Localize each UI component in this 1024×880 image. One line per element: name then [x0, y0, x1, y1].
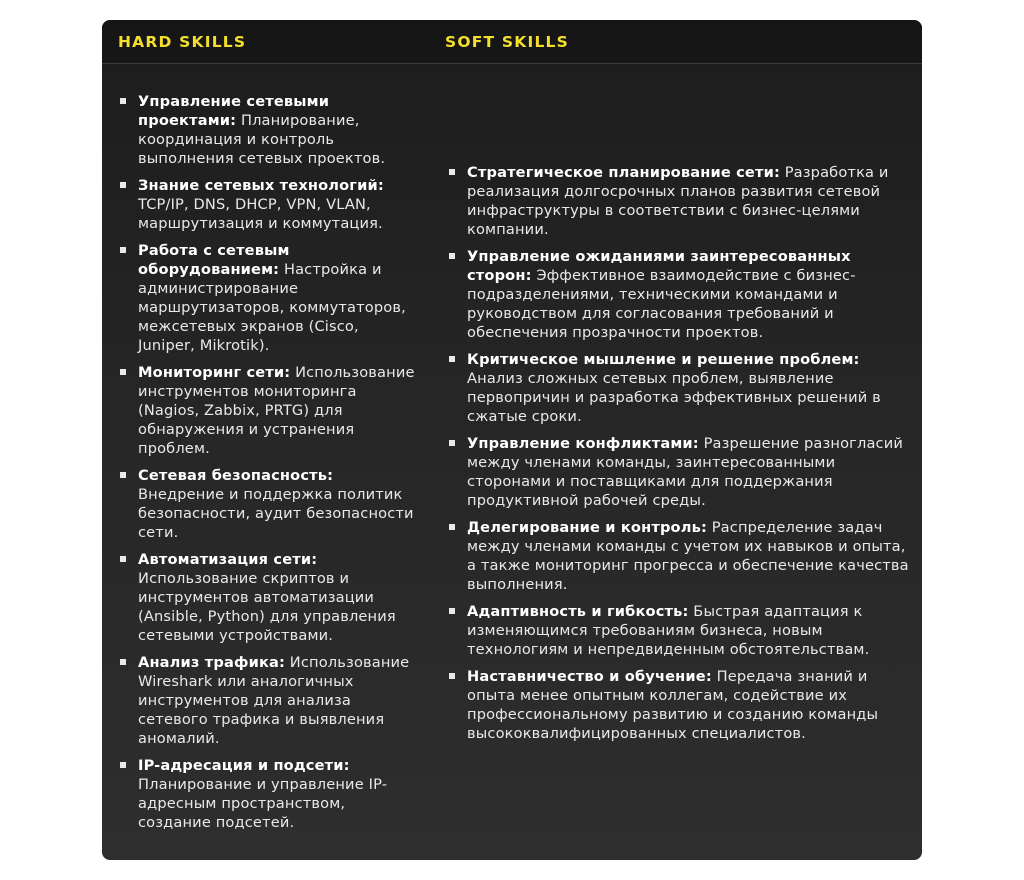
- list-item: [447, 434, 912, 510]
- list-item: [447, 667, 912, 743]
- bullet-icon: [449, 608, 455, 614]
- list-item: [447, 247, 912, 342]
- skill-description: Разработка и реализация долгосрочных планов развития сетевой инфраструктуры в соответствии с бизнес-целями компании.: [467, 164, 889, 238]
- skill-title: Делегирование и контроль:: [467, 519, 707, 536]
- soft-skills-list: [447, 163, 912, 751]
- skill-description: Распределение задач между членами команды с учетом их навыков и опыта, а также мониторинг прогресса и обеспечение качества выполнения.: [467, 519, 909, 593]
- list-item: [447, 350, 912, 426]
- skill-title: Управление ожиданиями заинтересованных сторон:: [467, 248, 851, 284]
- list-item: [118, 550, 418, 645]
- skill-description: TCP/IP, DNS, DHCP, VPN, VLAN, маршрутизация и коммутация.: [138, 196, 383, 232]
- list-item: [118, 466, 418, 542]
- skill-title: Критическое мышление и решение проблем:: [467, 351, 860, 368]
- bullet-icon: [449, 673, 455, 679]
- skills-table: [102, 20, 922, 860]
- bullet-icon: [449, 169, 455, 175]
- bullet-icon: [120, 98, 126, 104]
- skill-description: Настройка и администрирование маршрутизаторов, коммутаторов, межсетевых экранов (Cisco, Juniper, Mikrotik).: [138, 261, 406, 354]
- bullet-icon: [120, 472, 126, 478]
- skill-title: Анализ трафика:: [138, 654, 285, 671]
- bullet-icon: [449, 356, 455, 362]
- bullet-icon: [120, 182, 126, 188]
- skill-title: Работа с сетевым оборудованием:: [138, 242, 290, 278]
- skill-title: Наставничество и обучение:: [467, 668, 712, 685]
- skill-description: Планирование, координация и контроль выполнения сетевых проектов.: [138, 112, 386, 167]
- skill-description: Использование Wireshark или аналогичных инструментов для анализа сетевого трафика и выявления аномалий.: [138, 654, 410, 747]
- list-item: [447, 163, 912, 239]
- skill-title: Мониторинг сети:: [138, 364, 291, 381]
- skill-description: Использование скриптов и инструментов автоматизации (Ansible, Python) для управления сетевыми устройствами.: [138, 570, 396, 644]
- skill-description: Передача знаний и опыта менее опытным коллегам, содействие их профессиональному развитию и созданию команды высококвалифицированных специалистов.: [467, 668, 879, 742]
- bullet-icon: [449, 524, 455, 530]
- bullet-icon: [449, 440, 455, 446]
- skill-title: Управление конфликтами:: [467, 435, 699, 452]
- skill-description: Быстрая адаптация к изменяющимся требованиям бизнеса, новым технологиям и непредвиденным обстоятельствам.: [467, 603, 870, 658]
- skill-description: Планирование и управление IP-адресным пространством, создание подсетей.: [138, 776, 388, 831]
- list-item: [118, 92, 418, 168]
- skill-title: Стратегическое планирование сети:: [467, 164, 780, 181]
- list-item: [118, 176, 418, 233]
- skill-description: Внедрение и поддержка политик безопасности, аудит безопасности сети.: [138, 486, 414, 541]
- bullet-icon: [449, 253, 455, 259]
- bullet-icon: [120, 762, 126, 768]
- hard-skills-heading: HARD SKILLS: [118, 33, 247, 51]
- skill-description: Использование инструментов мониторинга (Nagios, Zabbix, PRTG) для обнаружения и устранения проблем.: [138, 364, 415, 457]
- skill-title: Управление сетевыми проектами:: [138, 93, 330, 129]
- skill-description: Эффективное взаимодействие с бизнес-подразделениями, техническими командами и руководством для согласования требований и обеспечения прозрачности проектов.: [467, 267, 856, 341]
- list-item: [447, 518, 912, 594]
- list-item: [118, 756, 418, 832]
- skill-title: Автоматизация сети:: [138, 551, 318, 568]
- bullet-icon: [120, 369, 126, 375]
- skill-description: Анализ сложных сетевых проблем, выявление первопричин и разработка эффективных решений в сжатые сроки.: [467, 370, 881, 425]
- list-item: [118, 363, 418, 458]
- soft-skills-heading: SOFT SKILLS: [445, 33, 569, 51]
- list-item: [447, 602, 912, 659]
- skill-description: Разрешение разногласий между членами команды, заинтересованными сторонами и поставщиками для поддержания продуктивной рабочей среды.: [467, 435, 903, 509]
- skill-title: Адаптивность и гибкость:: [467, 603, 689, 620]
- table-header: [102, 20, 922, 64]
- bullet-icon: [120, 556, 126, 562]
- bullet-icon: [120, 659, 126, 665]
- bullet-icon: [120, 247, 126, 253]
- skill-title: IP-адресация и подсети:: [138, 757, 350, 774]
- skill-title: Знание сетевых технологий:: [138, 177, 384, 194]
- hard-skills-list: [118, 92, 418, 840]
- skill-title: Сетевая безопасность:: [138, 467, 334, 484]
- list-item: [118, 241, 418, 355]
- list-item: [118, 653, 418, 748]
